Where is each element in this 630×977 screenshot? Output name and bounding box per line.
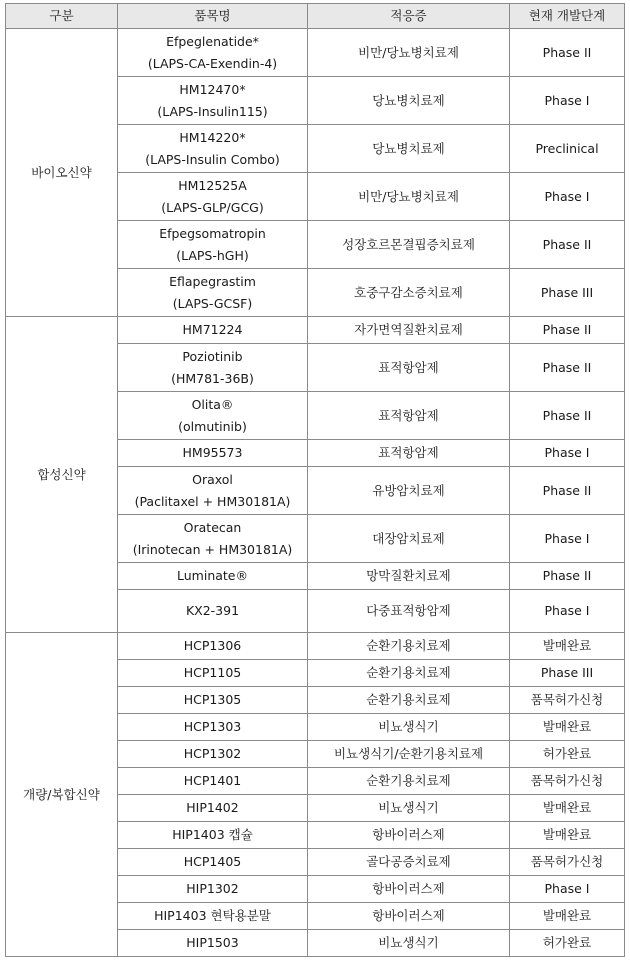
product-name-cell xyxy=(118,687,308,714)
indication-cell: 당뇨병치료제 xyxy=(308,125,510,173)
indication-cell: 비만/당뇨병치료제 xyxy=(308,173,510,221)
header-stage: 현재 개발단계 xyxy=(510,4,625,29)
product-name-cell xyxy=(118,29,308,77)
table-body xyxy=(6,29,625,957)
stage-cell: Phase II xyxy=(510,317,625,344)
indication-cell: 순환기용치료제 xyxy=(308,768,510,795)
stage-cell: Preclinical xyxy=(510,125,625,173)
stage-cell: Phase I xyxy=(510,440,625,467)
product-name-cell xyxy=(118,741,308,768)
product-name-cell xyxy=(118,590,308,633)
product-name-line: HIP1402 xyxy=(186,800,239,815)
product-name-line: HIP1403 캡슐 xyxy=(172,827,253,842)
header-product-name: 품목명 xyxy=(118,4,308,29)
product-name-cell xyxy=(118,903,308,930)
stage-cell: 허가완료 xyxy=(510,741,625,768)
product-name-line: HIP1403 현탁용분말 xyxy=(154,908,271,923)
product-name-cell xyxy=(118,467,308,515)
indication-cell: 호중구감소증치료제 xyxy=(308,269,510,317)
product-name-line: (LAPS-Insulin115) xyxy=(157,103,268,119)
product-name-line: HCP1306 xyxy=(183,638,242,653)
product-name-line: (Irinotecan + HM30181A) xyxy=(132,541,293,557)
indication-cell: 표적항암제 xyxy=(308,392,510,440)
indication-cell: 자가면역질환치료제 xyxy=(308,317,510,344)
product-name-line: HM12525A xyxy=(178,177,247,193)
product-name-cell xyxy=(118,125,308,173)
category-cell: 바이오신약 xyxy=(6,29,118,317)
stage-cell: 발매완료 xyxy=(510,795,625,822)
product-name-line: (olmutinib) xyxy=(178,418,247,434)
stage-cell: 발매완료 xyxy=(510,903,625,930)
table-row xyxy=(6,29,625,77)
stage-cell: 허가완료 xyxy=(510,930,625,957)
indication-cell: 성장호르몬결핍증치료제 xyxy=(308,221,510,269)
product-name-line: HM14220* xyxy=(179,129,246,145)
stage-cell: Phase III xyxy=(510,660,625,687)
stage-cell: Phase II xyxy=(510,392,625,440)
product-name-line: HM95573 xyxy=(182,445,243,460)
product-name-cell xyxy=(118,563,308,590)
product-name-line: Efpeglenatide* xyxy=(166,33,259,49)
product-name-cell xyxy=(118,515,308,563)
indication-cell: 순환기용치료제 xyxy=(308,633,510,660)
stage-cell: Phase II xyxy=(510,344,625,392)
indication-cell: 비뇨생식기 xyxy=(308,930,510,957)
indication-cell: 비뇨생식기 xyxy=(308,714,510,741)
product-name-line: HCP1405 xyxy=(183,854,242,869)
product-name-cell xyxy=(118,660,308,687)
product-name-line: KX2-391 xyxy=(185,603,240,618)
product-name-line: HCP1305 xyxy=(183,692,242,707)
product-name-cell xyxy=(118,849,308,876)
product-name-line: Oraxol xyxy=(192,471,233,487)
product-name-line: HIP1302 xyxy=(186,881,239,896)
indication-cell: 대장암치료제 xyxy=(308,515,510,563)
indication-cell: 골다공증치료제 xyxy=(308,849,510,876)
indication-cell: 비뇨생식기/순환기용치료제 xyxy=(308,741,510,768)
product-name-cell xyxy=(118,344,308,392)
product-name-cell xyxy=(118,930,308,957)
table-row xyxy=(6,633,625,660)
product-name-line: (LAPS-hGH) xyxy=(176,247,249,263)
product-name-line: Poziotinib xyxy=(182,348,243,364)
product-name-line: Efpegsomatropin xyxy=(159,225,266,241)
indication-cell: 망막질환치료제 xyxy=(308,563,510,590)
category-cell: 합성신약 xyxy=(6,317,118,633)
indication-cell: 다중표적항암제 xyxy=(308,590,510,633)
header-indication: 적응증 xyxy=(308,4,510,29)
stage-cell: Phase II xyxy=(510,563,625,590)
product-name-line: HM12470* xyxy=(179,81,246,97)
product-name-cell xyxy=(118,795,308,822)
indication-cell: 항바이러스제 xyxy=(308,903,510,930)
stage-cell: Phase I xyxy=(510,515,625,563)
product-name-line: HCP1401 xyxy=(183,773,242,788)
product-name-cell xyxy=(118,221,308,269)
stage-cell: 품목허가신청 xyxy=(510,849,625,876)
product-name-line: (LAPS-CA-Exendin-4) xyxy=(147,55,278,71)
product-name-line: (HM781-36B) xyxy=(171,370,254,386)
header-row xyxy=(6,4,625,29)
stage-cell: 품목허가신청 xyxy=(510,768,625,795)
table-row xyxy=(6,317,625,344)
indication-cell: 당뇨병치료제 xyxy=(308,77,510,125)
stage-cell: 발매완료 xyxy=(510,822,625,849)
product-name-cell xyxy=(118,822,308,849)
product-name-line: Oratecan xyxy=(183,519,242,535)
product-name-cell xyxy=(118,392,308,440)
indication-cell: 표적항암제 xyxy=(308,344,510,392)
product-name-line: HIP1503 xyxy=(186,935,239,950)
product-name-cell xyxy=(118,768,308,795)
indication-cell: 비뇨생식기 xyxy=(308,795,510,822)
pipeline-table xyxy=(5,3,625,957)
product-name-cell xyxy=(118,269,308,317)
stage-cell: 품목허가신청 xyxy=(510,687,625,714)
stage-cell: Phase II xyxy=(510,221,625,269)
product-name-line: (LAPS-GCSF) xyxy=(172,295,253,311)
indication-cell: 순환기용치료제 xyxy=(308,660,510,687)
product-name-line: Eflapegrastim xyxy=(169,273,256,289)
stage-cell: 발매완료 xyxy=(510,633,625,660)
product-name-line: HCP1105 xyxy=(183,665,242,680)
indication-cell: 표적항암제 xyxy=(308,440,510,467)
header-category: 구분 xyxy=(6,4,118,29)
product-name-cell xyxy=(118,876,308,903)
product-name-line: HCP1303 xyxy=(183,719,242,734)
stage-cell: Phase I xyxy=(510,876,625,903)
product-name-cell xyxy=(118,633,308,660)
stage-cell: Phase III xyxy=(510,269,625,317)
product-name-line: Olita® xyxy=(191,396,234,412)
product-name-line: (Paclitaxel + HM30181A) xyxy=(134,493,291,509)
product-name-cell xyxy=(118,440,308,467)
product-name-line: (LAPS-GLP/GCG) xyxy=(161,199,264,215)
stage-cell: Phase II xyxy=(510,29,625,77)
indication-cell: 항바이러스제 xyxy=(308,822,510,849)
indication-cell: 비만/당뇨병치료제 xyxy=(308,29,510,77)
stage-cell: Phase II xyxy=(510,467,625,515)
category-cell: 개량/복합신약 xyxy=(6,633,118,957)
stage-cell: Phase I xyxy=(510,77,625,125)
product-name-line: HCP1302 xyxy=(183,746,242,761)
stage-cell: 발매완료 xyxy=(510,714,625,741)
indication-cell: 항바이러스제 xyxy=(308,876,510,903)
product-name-cell xyxy=(118,173,308,221)
product-name-line: (LAPS-Insulin Combo) xyxy=(145,151,280,167)
indication-cell: 순환기용치료제 xyxy=(308,687,510,714)
product-name-cell xyxy=(118,77,308,125)
indication-cell: 유방암치료제 xyxy=(308,467,510,515)
product-name-line: Luminate® xyxy=(177,568,248,583)
stage-cell: Phase I xyxy=(510,173,625,221)
product-name-cell xyxy=(118,714,308,741)
stage-cell: Phase I xyxy=(510,590,625,633)
product-name-line: HM71224 xyxy=(182,322,243,337)
product-name-cell xyxy=(118,317,308,344)
